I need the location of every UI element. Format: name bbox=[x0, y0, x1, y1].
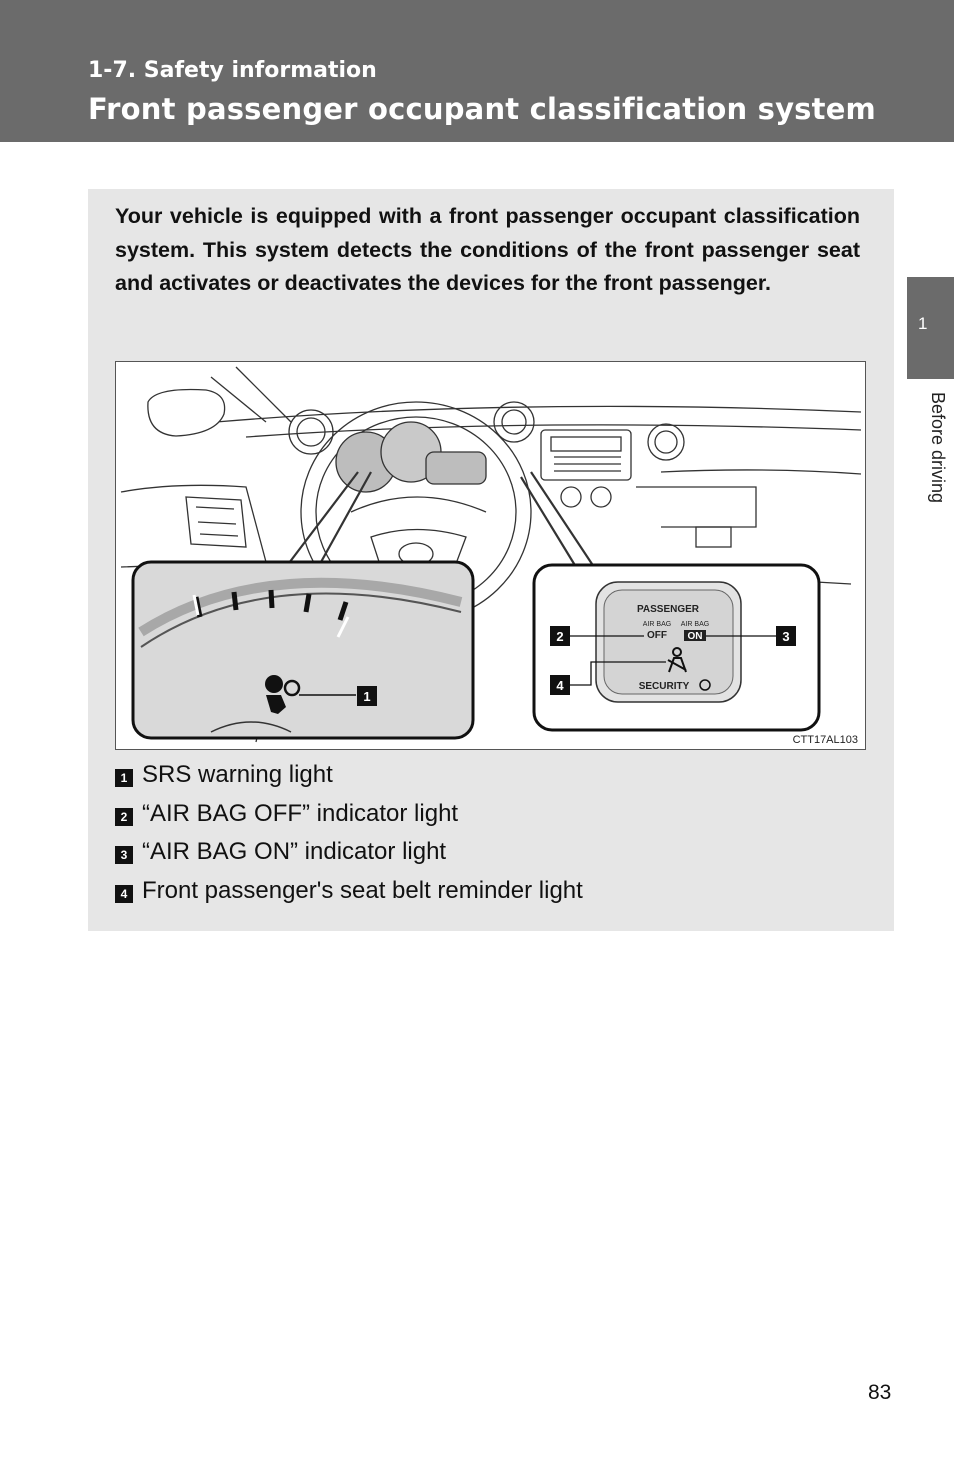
panel-passenger-text: PASSENGER bbox=[636, 604, 700, 615]
callout-1: 1 bbox=[363, 689, 371, 704]
dashboard-drawing bbox=[116, 362, 866, 750]
chapter-tab bbox=[907, 277, 954, 379]
section-label: 1-7. Safety information bbox=[88, 58, 377, 83]
panel-airbag-off-small: AIR BAG bbox=[642, 621, 672, 628]
legend-list bbox=[115, 756, 875, 910]
legend-text: SRS warning light bbox=[142, 761, 333, 789]
panel-on-text: ON bbox=[687, 631, 703, 642]
page-title: Front passenger occupant classification system bbox=[88, 92, 876, 126]
intro-paragraph: Your vehicle is equipped with a front passenger occupant classification system. This system detects the conditions of the front passenger seat and activates or deactivates the devices for the front passenger. bbox=[115, 204, 860, 295]
legend-text: “AIR BAG ON” indicator light bbox=[142, 838, 447, 866]
legend-text: “AIR BAG OFF” indicator light bbox=[142, 799, 459, 827]
legend-number-badge: 3 bbox=[115, 846, 133, 864]
legend-item bbox=[115, 756, 875, 795]
callout-3: 3 bbox=[782, 629, 790, 644]
srs-zoom-inset bbox=[133, 562, 473, 738]
chapter-tab-number: 1 bbox=[918, 314, 928, 333]
legend-number-badge: 2 bbox=[115, 808, 133, 826]
panel-security-text: SECURITY bbox=[638, 681, 690, 692]
chapter-tab-label: Before driving bbox=[928, 392, 948, 504]
callout-4: 4 bbox=[556, 678, 564, 693]
panel-off-text: OFF bbox=[647, 630, 667, 641]
panel-airbag-on-small: AIR BAG bbox=[680, 621, 710, 628]
legend-item bbox=[115, 795, 875, 834]
legend-number-badge: 1 bbox=[115, 769, 133, 787]
page-number: 83 bbox=[868, 1381, 892, 1404]
passenger-panel-inset bbox=[534, 565, 819, 730]
legend-item bbox=[115, 833, 875, 872]
dashboard-illustration bbox=[115, 361, 866, 750]
figure-code: CTT17AL103 bbox=[792, 734, 858, 746]
legend-item bbox=[115, 872, 875, 911]
callout-2: 2 bbox=[556, 629, 564, 644]
legend-text: Front passenger's seat belt reminder light bbox=[142, 876, 583, 904]
legend-number-badge: 4 bbox=[115, 885, 133, 903]
